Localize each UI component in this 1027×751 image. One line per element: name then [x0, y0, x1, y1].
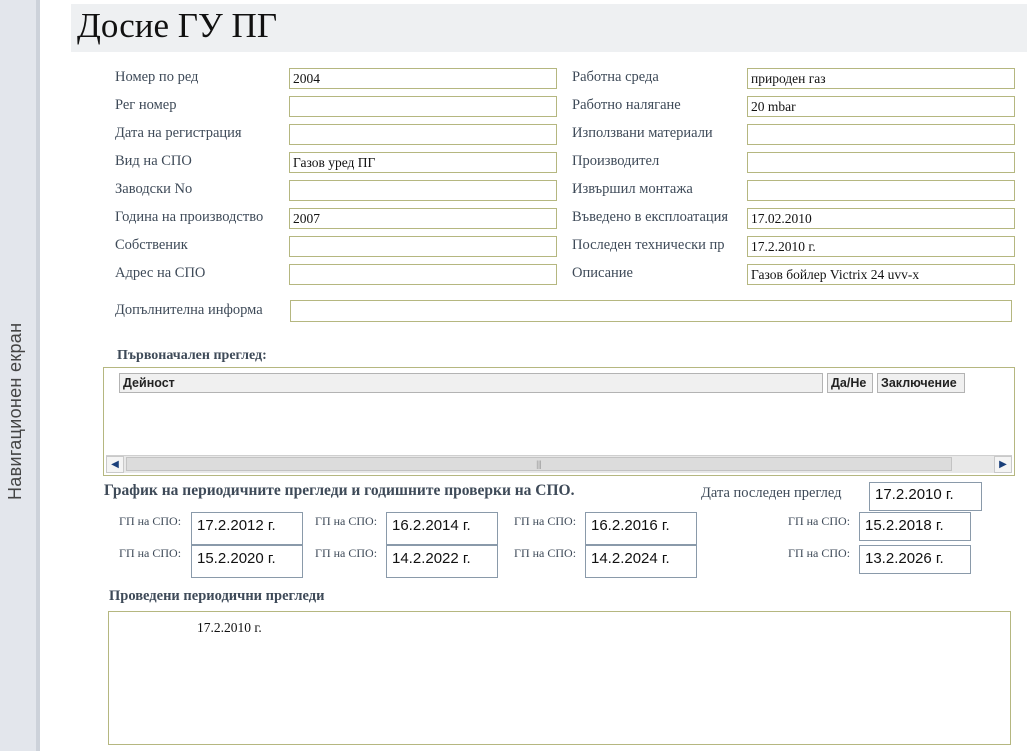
form-header [71, 4, 1027, 52]
periodic-review-entry: 17.2.2010 г. [197, 620, 262, 635]
scroll-right-arrow-icon[interactable]: ▶ [994, 456, 1012, 473]
gp-date-2[interactable]: 16.2.2014 г. [386, 512, 498, 545]
navigation-pane[interactable] [0, 0, 37, 751]
label-gp-8: ГП на СПО: [788, 546, 851, 560]
label-gp-7: ГП на СПО: [514, 546, 577, 560]
initial-review-subform[interactable] [103, 367, 1015, 476]
last-technical-review-field[interactable]: 17.2.2010 г. [747, 236, 1015, 257]
label-serial-number: Заводски No [115, 181, 193, 197]
label-registration-date: Дата на регистрация [115, 125, 242, 141]
last-review-date-field[interactable]: 17.2.2010 г. [869, 482, 982, 511]
label-sequence-number: Номер по ред [115, 69, 199, 85]
scroll-left-arrow-icon[interactable]: ◀ [106, 456, 124, 473]
navigation-pane-label[interactable]: Навигационен екран [5, 322, 25, 500]
label-owner: Собственик [115, 237, 188, 253]
reg-number-field[interactable] [289, 96, 557, 117]
label-gp-6: ГП на СПО: [315, 546, 378, 560]
label-working-medium: Работна среда [572, 69, 659, 85]
owner-field[interactable] [289, 236, 557, 257]
production-year-field[interactable]: 2007 [289, 208, 557, 229]
manufacturer-field[interactable] [747, 152, 1015, 173]
gp-date-4[interactable]: 15.2.2018 г. [859, 512, 971, 541]
gp-date-8[interactable]: 13.2.2026 г. [859, 545, 971, 574]
label-installer: Извършил монтажа [572, 181, 693, 197]
label-manufacturer: Производител [572, 153, 660, 169]
column-header-yes-no[interactable]: Да/Не [827, 373, 873, 393]
gp-date-6[interactable]: 14.2.2022 г. [386, 545, 498, 578]
form-title: Досие ГУ ПГ [77, 6, 278, 45]
registration-date-field[interactable] [289, 124, 557, 145]
materials-used-field[interactable] [747, 124, 1015, 145]
serial-number-field[interactable] [289, 180, 557, 201]
installer-field[interactable] [747, 180, 1015, 201]
label-address: Адрес на СПО [115, 265, 206, 281]
label-additional-info: Допълнителна информа [115, 302, 263, 318]
label-gp-2: ГП на СПО: [315, 514, 378, 528]
horizontal-scrollbar[interactable] [106, 455, 1012, 473]
commissioned-date-field[interactable]: 17.02.2010 [747, 208, 1015, 229]
label-reg-number: Рег номер [115, 97, 177, 113]
label-gp-1: ГП на СПО: [119, 514, 182, 528]
column-header-activity[interactable]: Дейност [119, 373, 823, 393]
label-gp-3: ГП на СПО: [514, 514, 577, 528]
label-last-technical-review: Последен технически пр [572, 237, 725, 253]
label-equipment-type: Вид на СПО [115, 153, 192, 169]
initial-review-title: Първоначален преглед: [117, 348, 267, 363]
label-materials-used: Използвани материали [572, 125, 713, 141]
label-last-review-date: Дата последен преглед [701, 485, 842, 501]
gp-date-7[interactable]: 14.2.2024 г. [585, 545, 697, 578]
label-working-pressure: Работно налягане [572, 97, 681, 113]
gp-date-3[interactable]: 16.2.2016 г. [585, 512, 697, 545]
scrollbar-thumb[interactable]: ||| [126, 457, 952, 471]
column-header-conclusion[interactable]: Заключение [877, 373, 965, 393]
description-field[interactable]: Газов бойлер Victrix 24 uvv-x [747, 264, 1015, 285]
label-gp-5: ГП на СПО: [119, 546, 182, 560]
label-production-year: Година на производство [115, 209, 264, 225]
schedule-title: График на периодичните прегледи и годишните проверки на СПО. [104, 482, 575, 499]
navigation-pane-splitter[interactable] [36, 0, 40, 751]
additional-info-field[interactable] [290, 300, 1012, 322]
gp-date-5[interactable]: 15.2.2020 г. [191, 545, 303, 578]
sequence-number-field[interactable]: 2004 [289, 68, 557, 89]
periodic-reviews-field[interactable] [108, 611, 1011, 745]
label-gp-4: ГП на СПО: [788, 514, 851, 528]
gp-date-1[interactable]: 17.2.2012 г. [191, 512, 303, 545]
equipment-type-field[interactable]: Газов уред ПГ [289, 152, 557, 173]
periodic-reviews-title: Проведени периодични прегледи [109, 588, 325, 604]
working-pressure-field[interactable]: 20 mbar [747, 96, 1015, 117]
working-medium-field[interactable]: природен газ [747, 68, 1015, 89]
label-commissioned: Въведено в експлоатация [572, 209, 729, 225]
address-field[interactable] [289, 264, 557, 285]
label-description: Описание [572, 265, 633, 281]
